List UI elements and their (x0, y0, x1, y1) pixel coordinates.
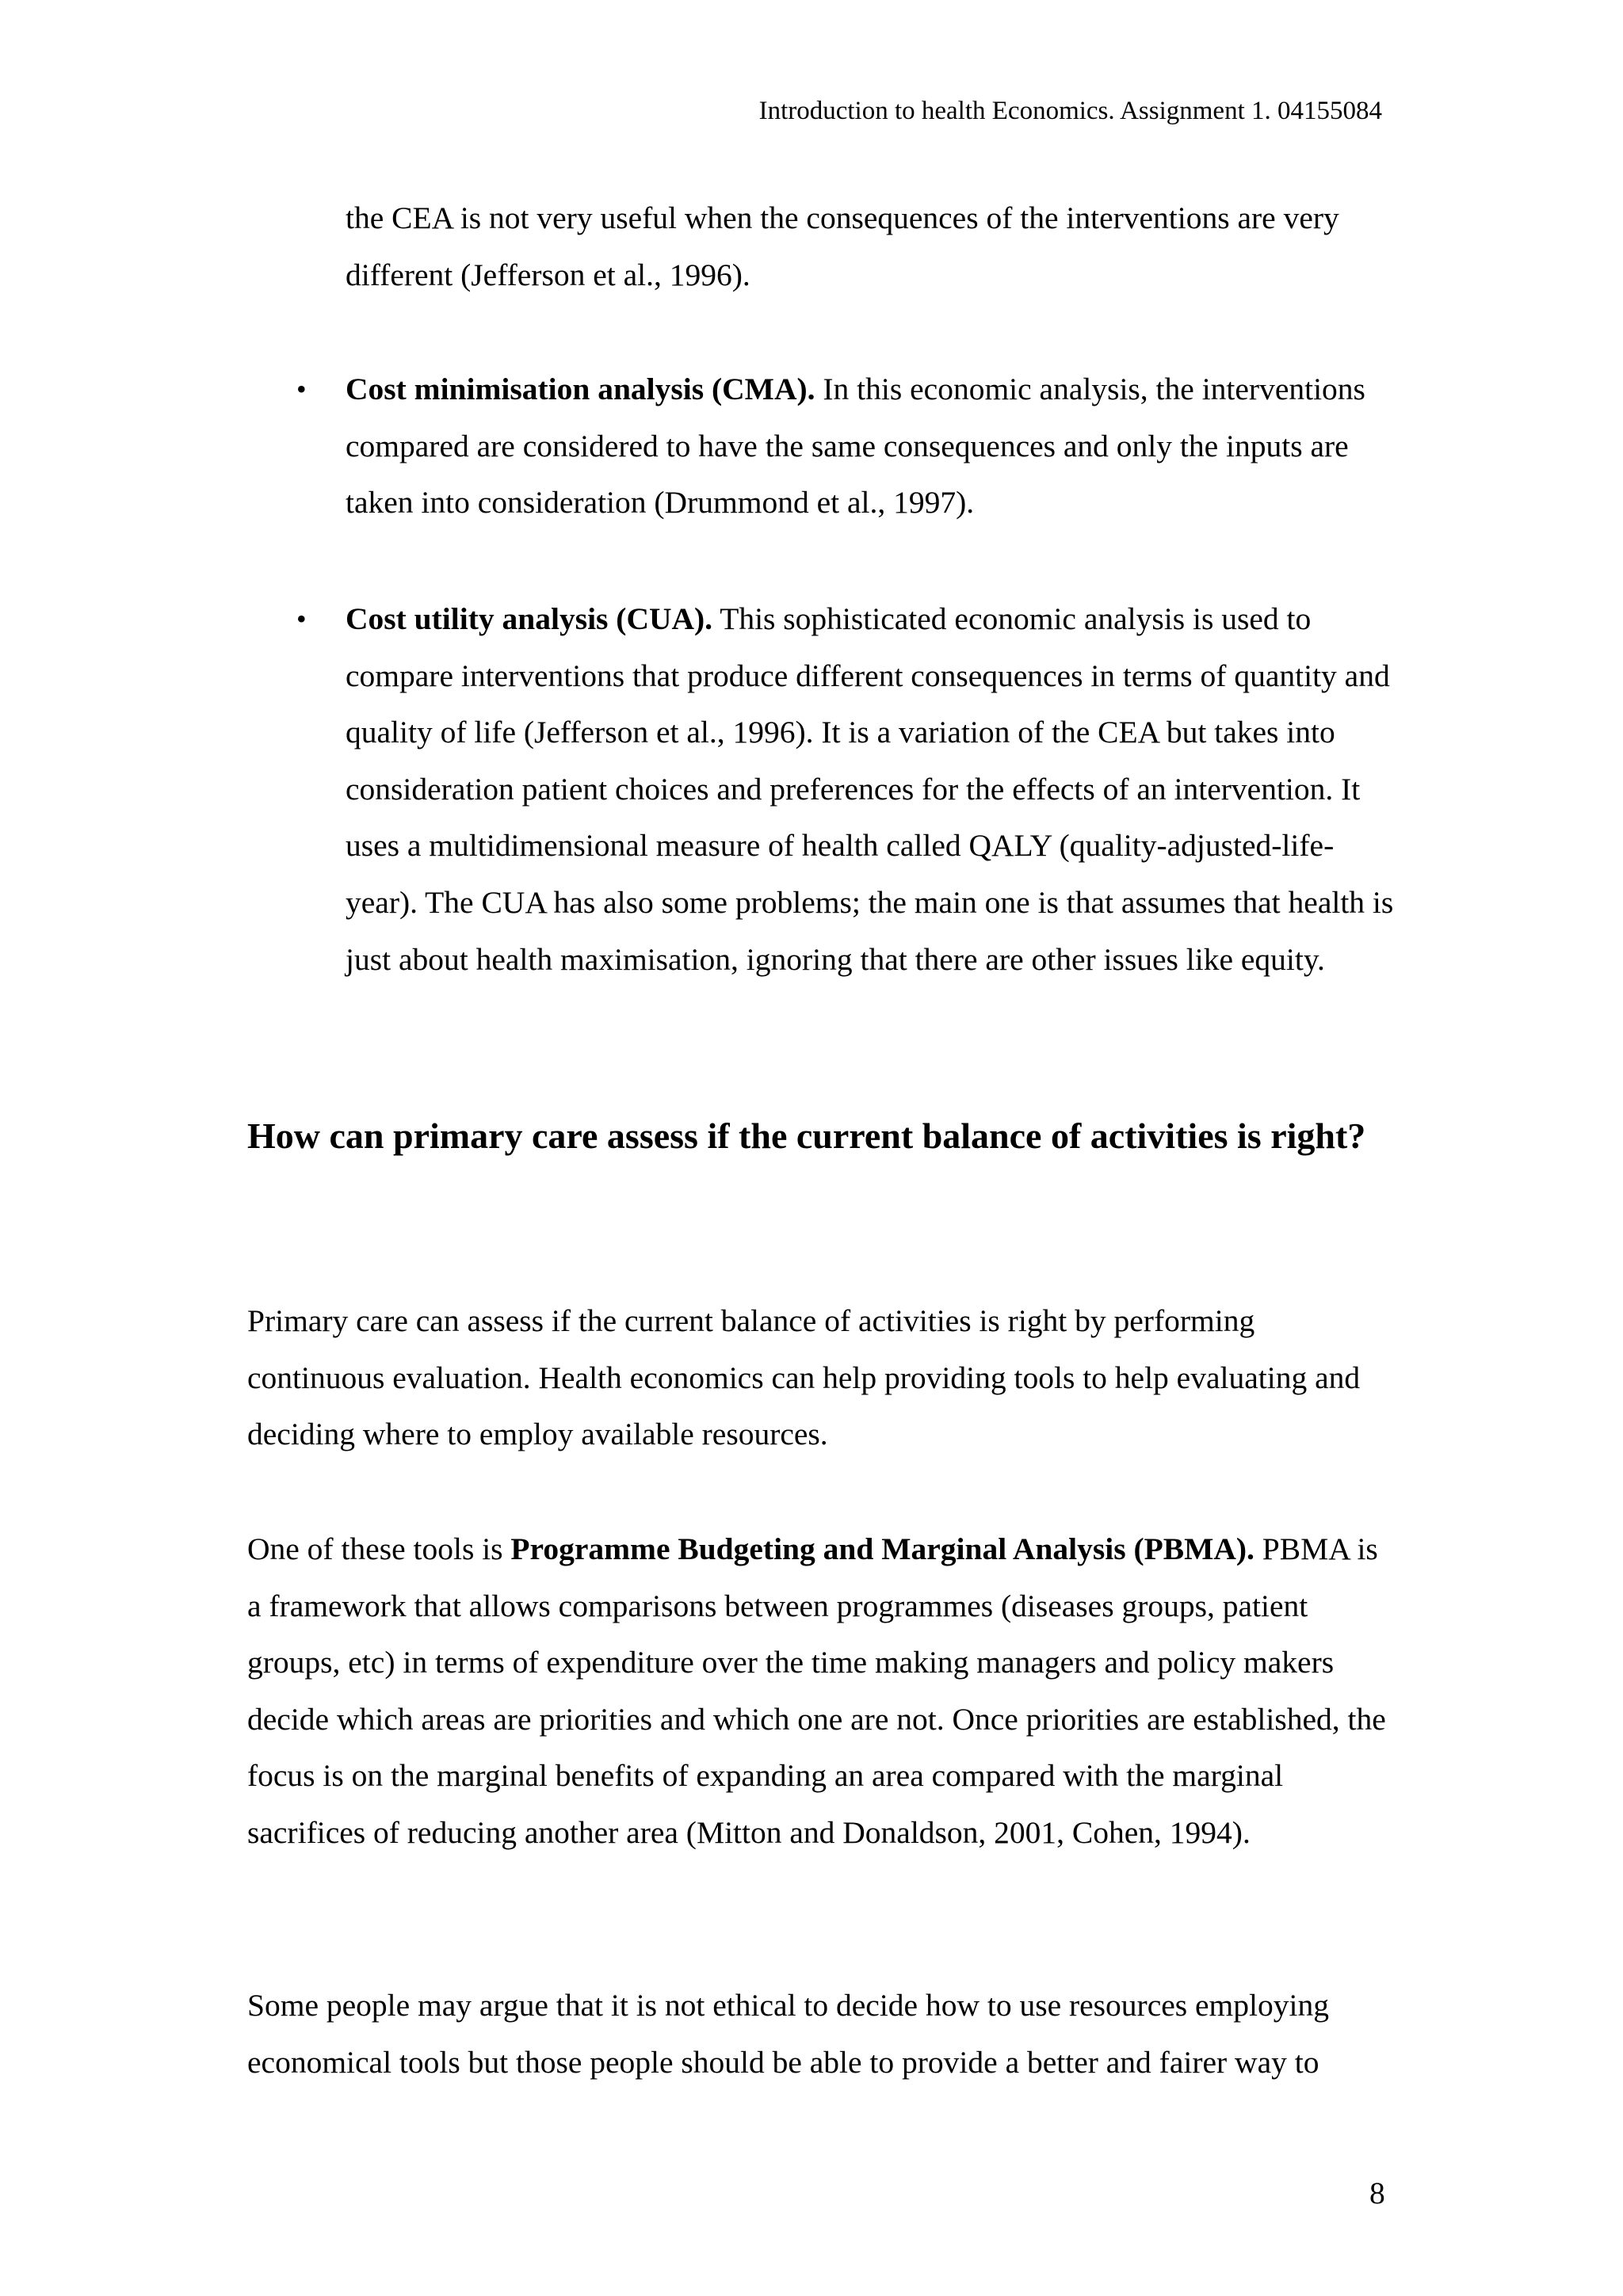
paragraph-ethics: Some people may argue that it is not ethical to decide how to use resources employing economical tools but those people should be able to provide a better and fairer way to (247, 1988, 1329, 2080)
paragraph-evaluation: Primary care can assess if the current balance of activities is right by performing continuous evaluation. Health economics can help providing tools to help evaluating and deciding where to employ available resources. (247, 1303, 1361, 1452)
paragraph-pbma (247, 1521, 1396, 1862)
continuation-paragraph: the CEA is not very useful when the consequences of the interventions are very different (Jefferson et al., 1996). (346, 200, 1339, 292)
bullet-term-cma: Cost minimisation analysis (CMA). (346, 372, 815, 406)
paragraph-pbma-rest: PBMA is a framework that allows comparisons between programmes (diseases groups, patient groups, etc) in terms of expenditure over the time making managers and policy makers decide which areas are priorities and which one are not. Once priorities are established, the focus is on the marginal benefits of expanding an area compared with the marginal sacrifices of reducing another area (Mitton and Donaldson, 2001, Cohen, 1994). (247, 1531, 1386, 1850)
page-number: 8 (1369, 2176, 1385, 2210)
bullet-term-cua: Cost utility analysis (CUA). (346, 601, 713, 636)
bullet-icon: • (296, 373, 307, 405)
bullet-text-cma: In this economic analysis, the interventions compared are considered to have the same consequences and only the inputs are taken into consideration (Drummond et al., 1997). (346, 372, 1365, 521)
paragraph-pbma-term: Programme Budgeting and Marginal Analysis (PBMA). (510, 1531, 1254, 1566)
bullet-icon: • (296, 603, 307, 635)
running-header: Introduction to health Economics. Assignment 1. 04155084 (758, 97, 1382, 125)
bullet-item-cma (296, 361, 1400, 532)
paragraph-pbma-lead: One of these tools is (247, 1531, 511, 1566)
section-heading: How can primary care assess if the current balance of activities is right? (247, 1116, 1366, 1156)
bullet-text-cua: This sophisticated economic analysis is used to compare interventions that produce different consequences in terms of quantity and quality of life (Jefferson et al., 1996). It is a variation of the CEA but takes into consideration patient choices and preferences for the effects of an intervention. It uses a multidimensional measure of health called QALY (quality-adjusted-life-year). The CUA has also some problems; the main one is that assumes that health is just about health maximisation, ignoring that there are other issues like equity. (346, 601, 1394, 977)
bullet-item-cua (296, 591, 1400, 988)
